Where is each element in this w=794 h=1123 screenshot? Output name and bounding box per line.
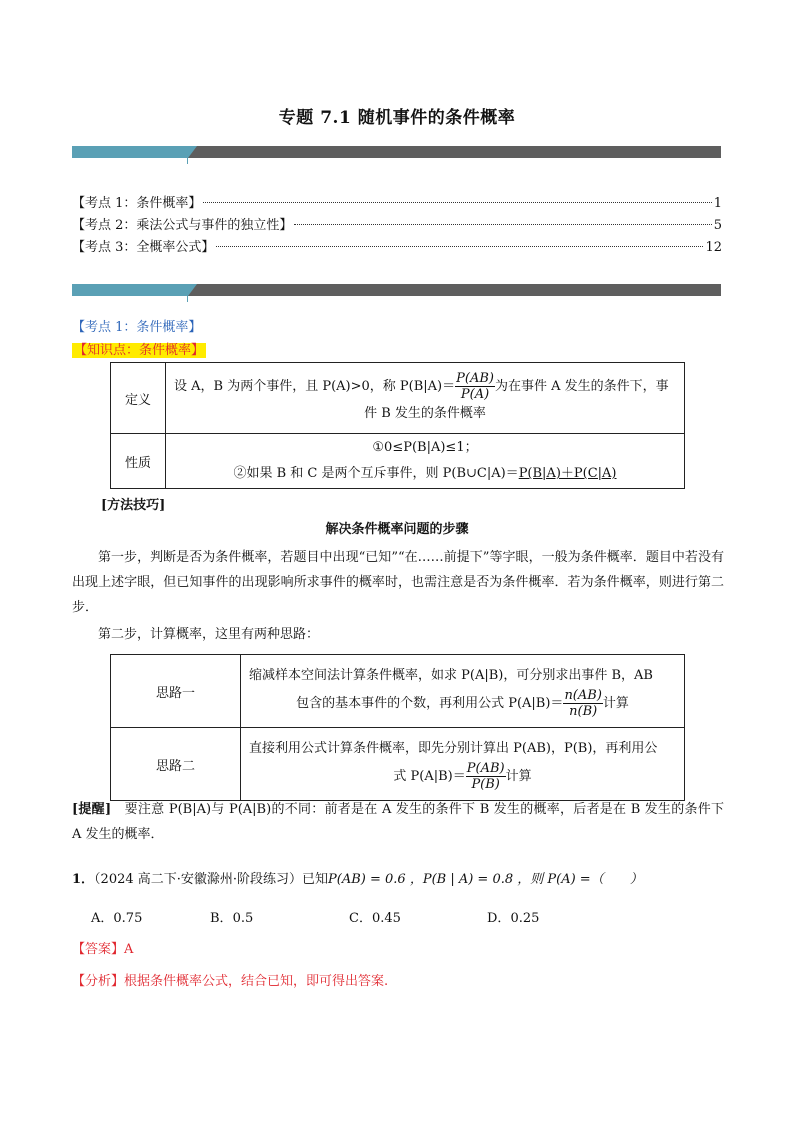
reminder-text: 要注意 P(B|A)与 P(A|B)的不同：前者是在 A 发生的条件下 B 发生的概率，后者是在 B 发生的条件下 A 发生的概率．: [72, 802, 724, 842]
idea-1-line-2: [249, 688, 676, 719]
section-label: 【考点 1：条件概率】: [72, 320, 202, 335]
idea-1-text-1: 缩减样本空间法计算条件概率，如求 P(A|B)，可分别求出事件 B，AB: [249, 667, 653, 683]
option-value: 0.5: [232, 911, 254, 926]
toc-label: 【考点 2：乘法公式与事件的独立性】: [72, 218, 293, 233]
reminder-label: [提醒]: [72, 802, 112, 817]
toc-label: 【考点 3：全概率公式】: [72, 240, 215, 255]
prop-2-formula: P(B|A)＋P(C|A): [518, 466, 617, 481]
option-value: 0.75: [113, 911, 143, 926]
def-fraction: [455, 371, 495, 402]
frac-den: P(A): [460, 386, 490, 402]
toc-page: 12: [705, 240, 722, 255]
band-tick: [187, 158, 188, 164]
idea-2-label: 思路二: [111, 728, 241, 801]
band-gray: [188, 284, 721, 296]
question-source: （2024 高二下·安徽滁州·阶段练习）已知: [94, 872, 329, 887]
section-band: [72, 284, 721, 296]
analysis-line: [72, 970, 388, 989]
option-b[interactable]: [210, 907, 253, 926]
idea-2-line-2: [249, 761, 676, 792]
reminder-paragraph: [72, 797, 724, 847]
analysis-label: 【分析】: [72, 974, 125, 989]
idea-1-content: [241, 655, 685, 728]
toc-label: 【考点 1：条件概率】: [72, 196, 202, 211]
band-teal: [72, 284, 200, 296]
def-content: [166, 363, 685, 434]
answer-line: [72, 938, 133, 957]
answer-value: A: [124, 942, 134, 957]
band-gray: [188, 146, 721, 158]
frac-num: P(AB): [466, 760, 505, 776]
question-text: P(AB) = 0.6 ，P(B | A) = 0.8 ，则 P(A) =（ ）: [328, 872, 643, 887]
answer-label: 【答案】: [72, 942, 125, 957]
header-band: [72, 146, 721, 158]
step-1-paragraph: 第一步，判断是否为条件概率，若题目中出现“已知”“在……前提下”等字眼，一般为条件概率．题目中若没有出现上述字眼，但已知事件的出现影响所求事件的概率时，也需注意是否为条件概率．若为条件概率，则进行第二步．: [72, 550, 724, 615]
question-number: 1．: [72, 872, 95, 887]
knowledge-label-text: 【知识点：条件概率】: [74, 343, 205, 358]
idea-1-text-3: 计算: [602, 695, 629, 711]
option-letter: D．: [487, 911, 511, 926]
toc-dots: [216, 246, 703, 247]
option-value: 0.45: [371, 911, 401, 926]
option-letter: B．: [210, 911, 233, 926]
idea-2-text-1: 直接利用公式计算条件概率，即先分别计算出 P(AB)，P(B)，再利用公: [249, 740, 658, 756]
toc-item-1[interactable]: [72, 192, 722, 211]
idea-2-fraction: [466, 761, 506, 792]
idea-1-text-2: 包含的基本事件的个数，再利用公式 P(A|B)＝: [296, 695, 564, 711]
knowledge-label: [72, 339, 206, 358]
definition-table: [110, 362, 685, 489]
idea-2-content: [241, 728, 685, 801]
method-label: [方法技巧]: [101, 498, 166, 513]
idea-2-text-2: 式 P(A|B)＝: [393, 768, 466, 784]
def-text-2: 为在事件 A 发生的条件下，事: [494, 378, 669, 394]
frac-den: n(B): [569, 703, 598, 719]
def-text-1: 设 A，B 为两个事件，且 P(A)>0，称 P(B|A)＝: [174, 378, 456, 394]
ideas-table: [110, 654, 685, 801]
idea-1-fraction: [563, 688, 602, 719]
option-letter: C．: [349, 911, 372, 926]
toc-dots: [294, 224, 711, 225]
option-value: 0.25: [510, 911, 540, 926]
page-title: 专题 7.1 随机事件的条件概率: [278, 108, 516, 128]
toc-page: 1: [713, 196, 722, 211]
question-1: [72, 868, 643, 887]
idea-2-text-3: 计算: [505, 768, 532, 784]
option-d[interactable]: [487, 907, 539, 926]
option-c[interactable]: [349, 907, 401, 926]
toc-item-3[interactable]: [72, 236, 722, 255]
prop-2: [167, 461, 683, 487]
option-a[interactable]: [91, 907, 142, 926]
prop-label: 性质: [111, 434, 166, 489]
frac-den: P(B): [471, 776, 500, 792]
frac-num: n(AB): [564, 687, 602, 703]
prop-1: ①0≤P(B|A)≤1；: [372, 440, 478, 455]
option-letter: A．: [91, 911, 114, 926]
step-2-paragraph: 第二步，计算概率，这里有两种思路：: [98, 627, 320, 642]
prop-2-prefix: ②如果 B 和 C 是两个互斥事件，则 P(B∪C|A)＝: [233, 466, 519, 481]
idea-1-label: 思路一: [111, 655, 241, 728]
prop-content: [166, 434, 685, 489]
toc-dots: [203, 202, 711, 203]
band-teal: [72, 146, 200, 158]
analysis-text: 根据条件概率公式，结合已知，即可得出答案.: [124, 974, 389, 989]
def-label: 定义: [111, 363, 166, 434]
def-text-3: 件 B 发生的条件概率: [364, 405, 486, 421]
toc-page: 5: [713, 218, 722, 233]
toc-item-2[interactable]: [72, 214, 722, 233]
frac-num: P(AB): [456, 370, 494, 386]
band-tick: [187, 296, 188, 302]
steps-title: 解决条件概率问题的步骤: [325, 522, 469, 537]
